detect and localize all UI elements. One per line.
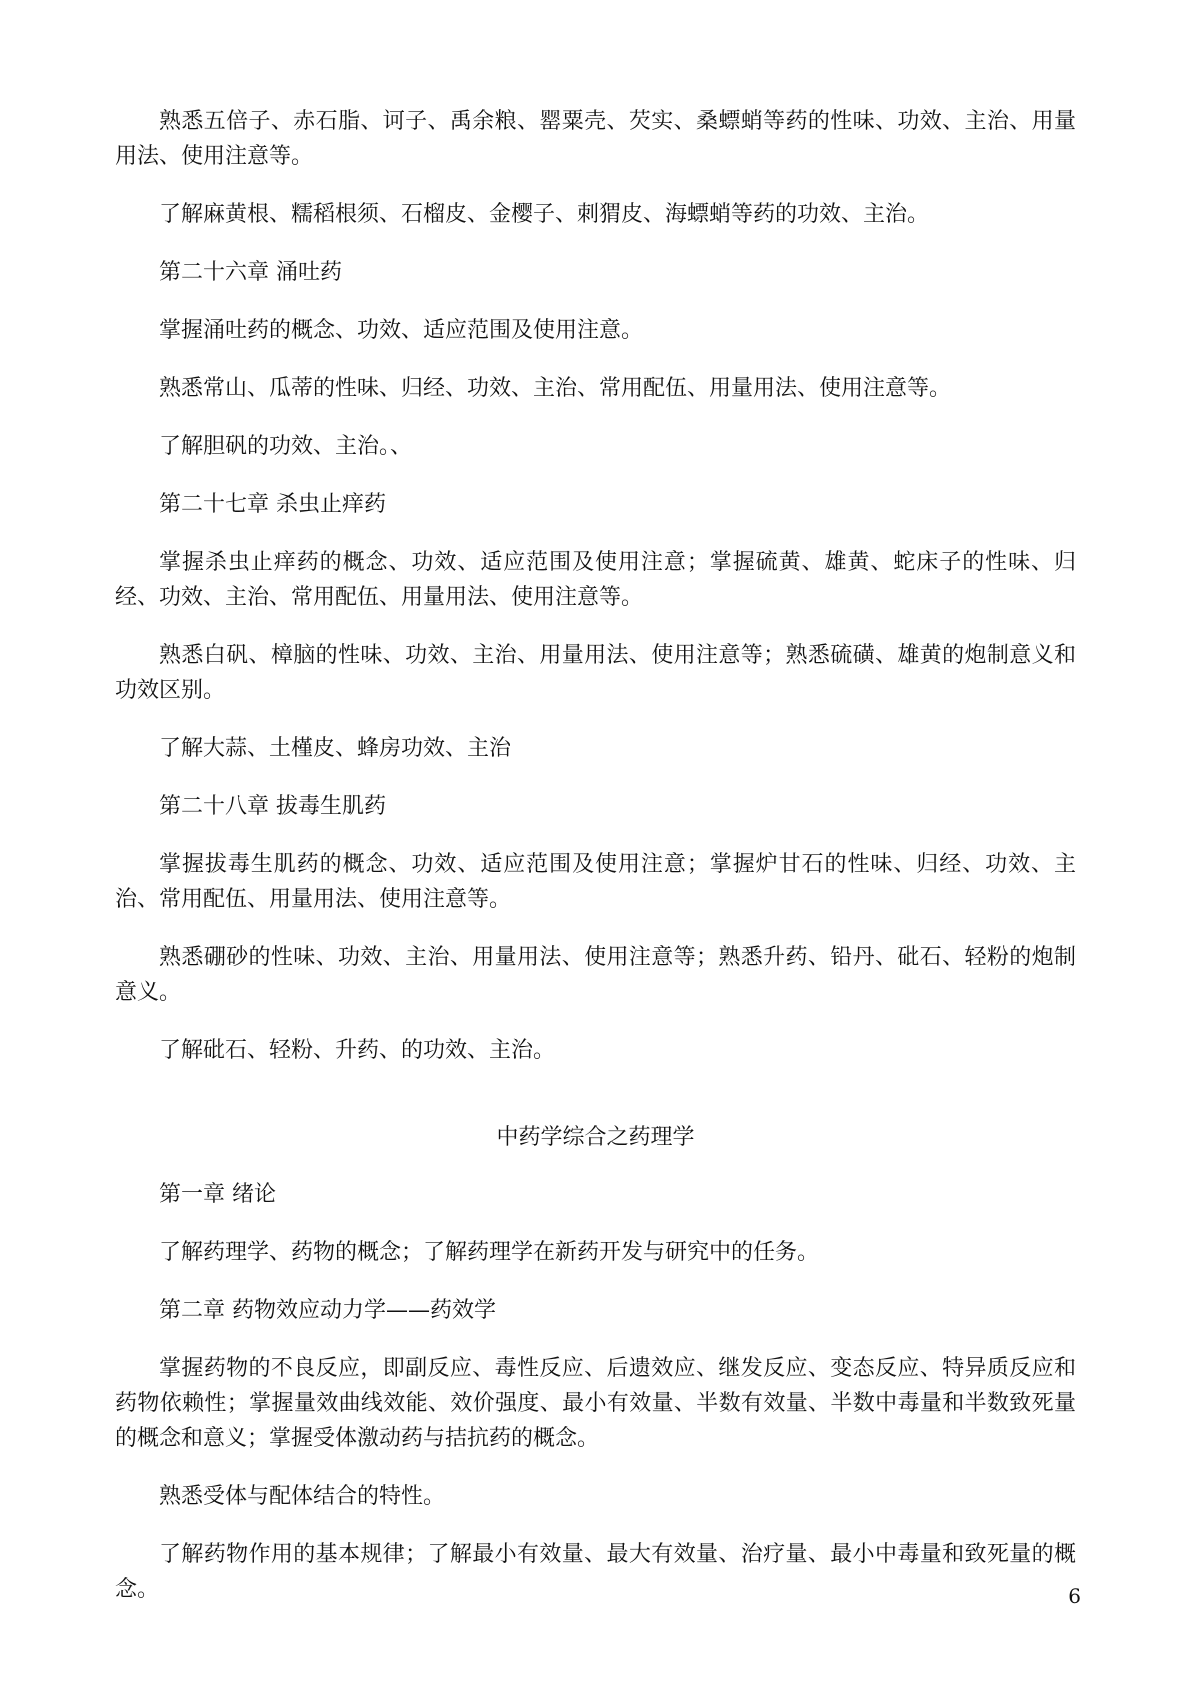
paragraph: 熟悉五倍子、赤石脂、诃子、禹余粮、罂粟壳、芡实、桑螵蛸等药的性味、功效、主治、用量用法、使用注意等。 [115,109,1076,169]
paragraph: 了解麻黄根、糯稻根须、石榴皮、金樱子、刺猬皮、海螵蛸等药的功效、主治。 [159,202,930,227]
paragraph: 掌握涌吐药的概念、功效、适应范围及使用注意。 [159,318,644,343]
paragraph: 熟悉硼砂的性味、功效、主治、用量用法、使用注意等；熟悉升药、铅丹、砒石、轻粉的炮制意义。 [115,945,1076,1005]
paragraph: 了解砒石、轻粉、升药、的功效、主治。 [159,1038,556,1063]
chapter-heading: 第二十八章 拔毒生肌药 [159,794,386,819]
page-number: 6 [1068,1584,1081,1608]
section-title: 中药学综合之药理学 [496,1125,695,1150]
chapter-heading: 第二十六章 涌吐药 [159,260,342,285]
document-body [115,104,1076,1630]
paragraph: 了解药物作用的基本规律；了解最小有效量、最大有效量、治疗量、最小中毒量和致死量的概念。 [115,1542,1076,1602]
paragraph: 掌握药物的不良反应，即副反应、毒性反应、后遗效应、继发反应、变态反应、特异质反应和药物依赖性；掌握量效曲线效能、效价强度、最小有效量、半数有效量、半数中毒量和半数致死量的概念和意义；掌握受体激动药与拮抗药的概念。 [115,1356,1076,1451]
chapter-heading: 第二章 药物效应动力学——药效学 [159,1298,496,1323]
chapter-heading: 第二十七章 杀虫止痒药 [159,492,386,517]
chapter-heading: 第一章 绪论 [159,1182,276,1207]
paragraph: 熟悉白矾、樟脑的性味、功效、主治、用量用法、使用注意等；熟悉硫磺、雄黄的炮制意义和功效区别。 [115,643,1076,703]
section-part2 [115,1177,1076,1607]
paragraph: 熟悉受体与配体结合的特性。 [159,1484,446,1509]
paragraph: 熟悉常山、瓜蒂的性味、归经、功效、主治、常用配伍、用量用法、使用注意等。 [159,376,952,401]
paragraph: 了解药理学、药物的概念；了解药理学在新药开发与研究中的任务。 [159,1240,820,1265]
paragraph: 掌握杀虫止痒药的概念、功效、适应范围及使用注意；掌握硫黄、雄黄、蛇床子的性味、归经、功效、主治、常用配伍、用量用法、使用注意等。 [115,550,1076,610]
section-part1 [115,104,1076,1068]
paragraph: 了解胆矾的功效、主治。、 [159,434,413,459]
paragraph: 了解大蒜、土槿皮、蜂房功效、主治 [159,736,512,761]
paragraph: 掌握拔毒生肌药的概念、功效、适应范围及使用注意；掌握炉甘石的性味、归经、功效、主治、常用配伍、用量用法、使用注意等。 [115,852,1076,912]
